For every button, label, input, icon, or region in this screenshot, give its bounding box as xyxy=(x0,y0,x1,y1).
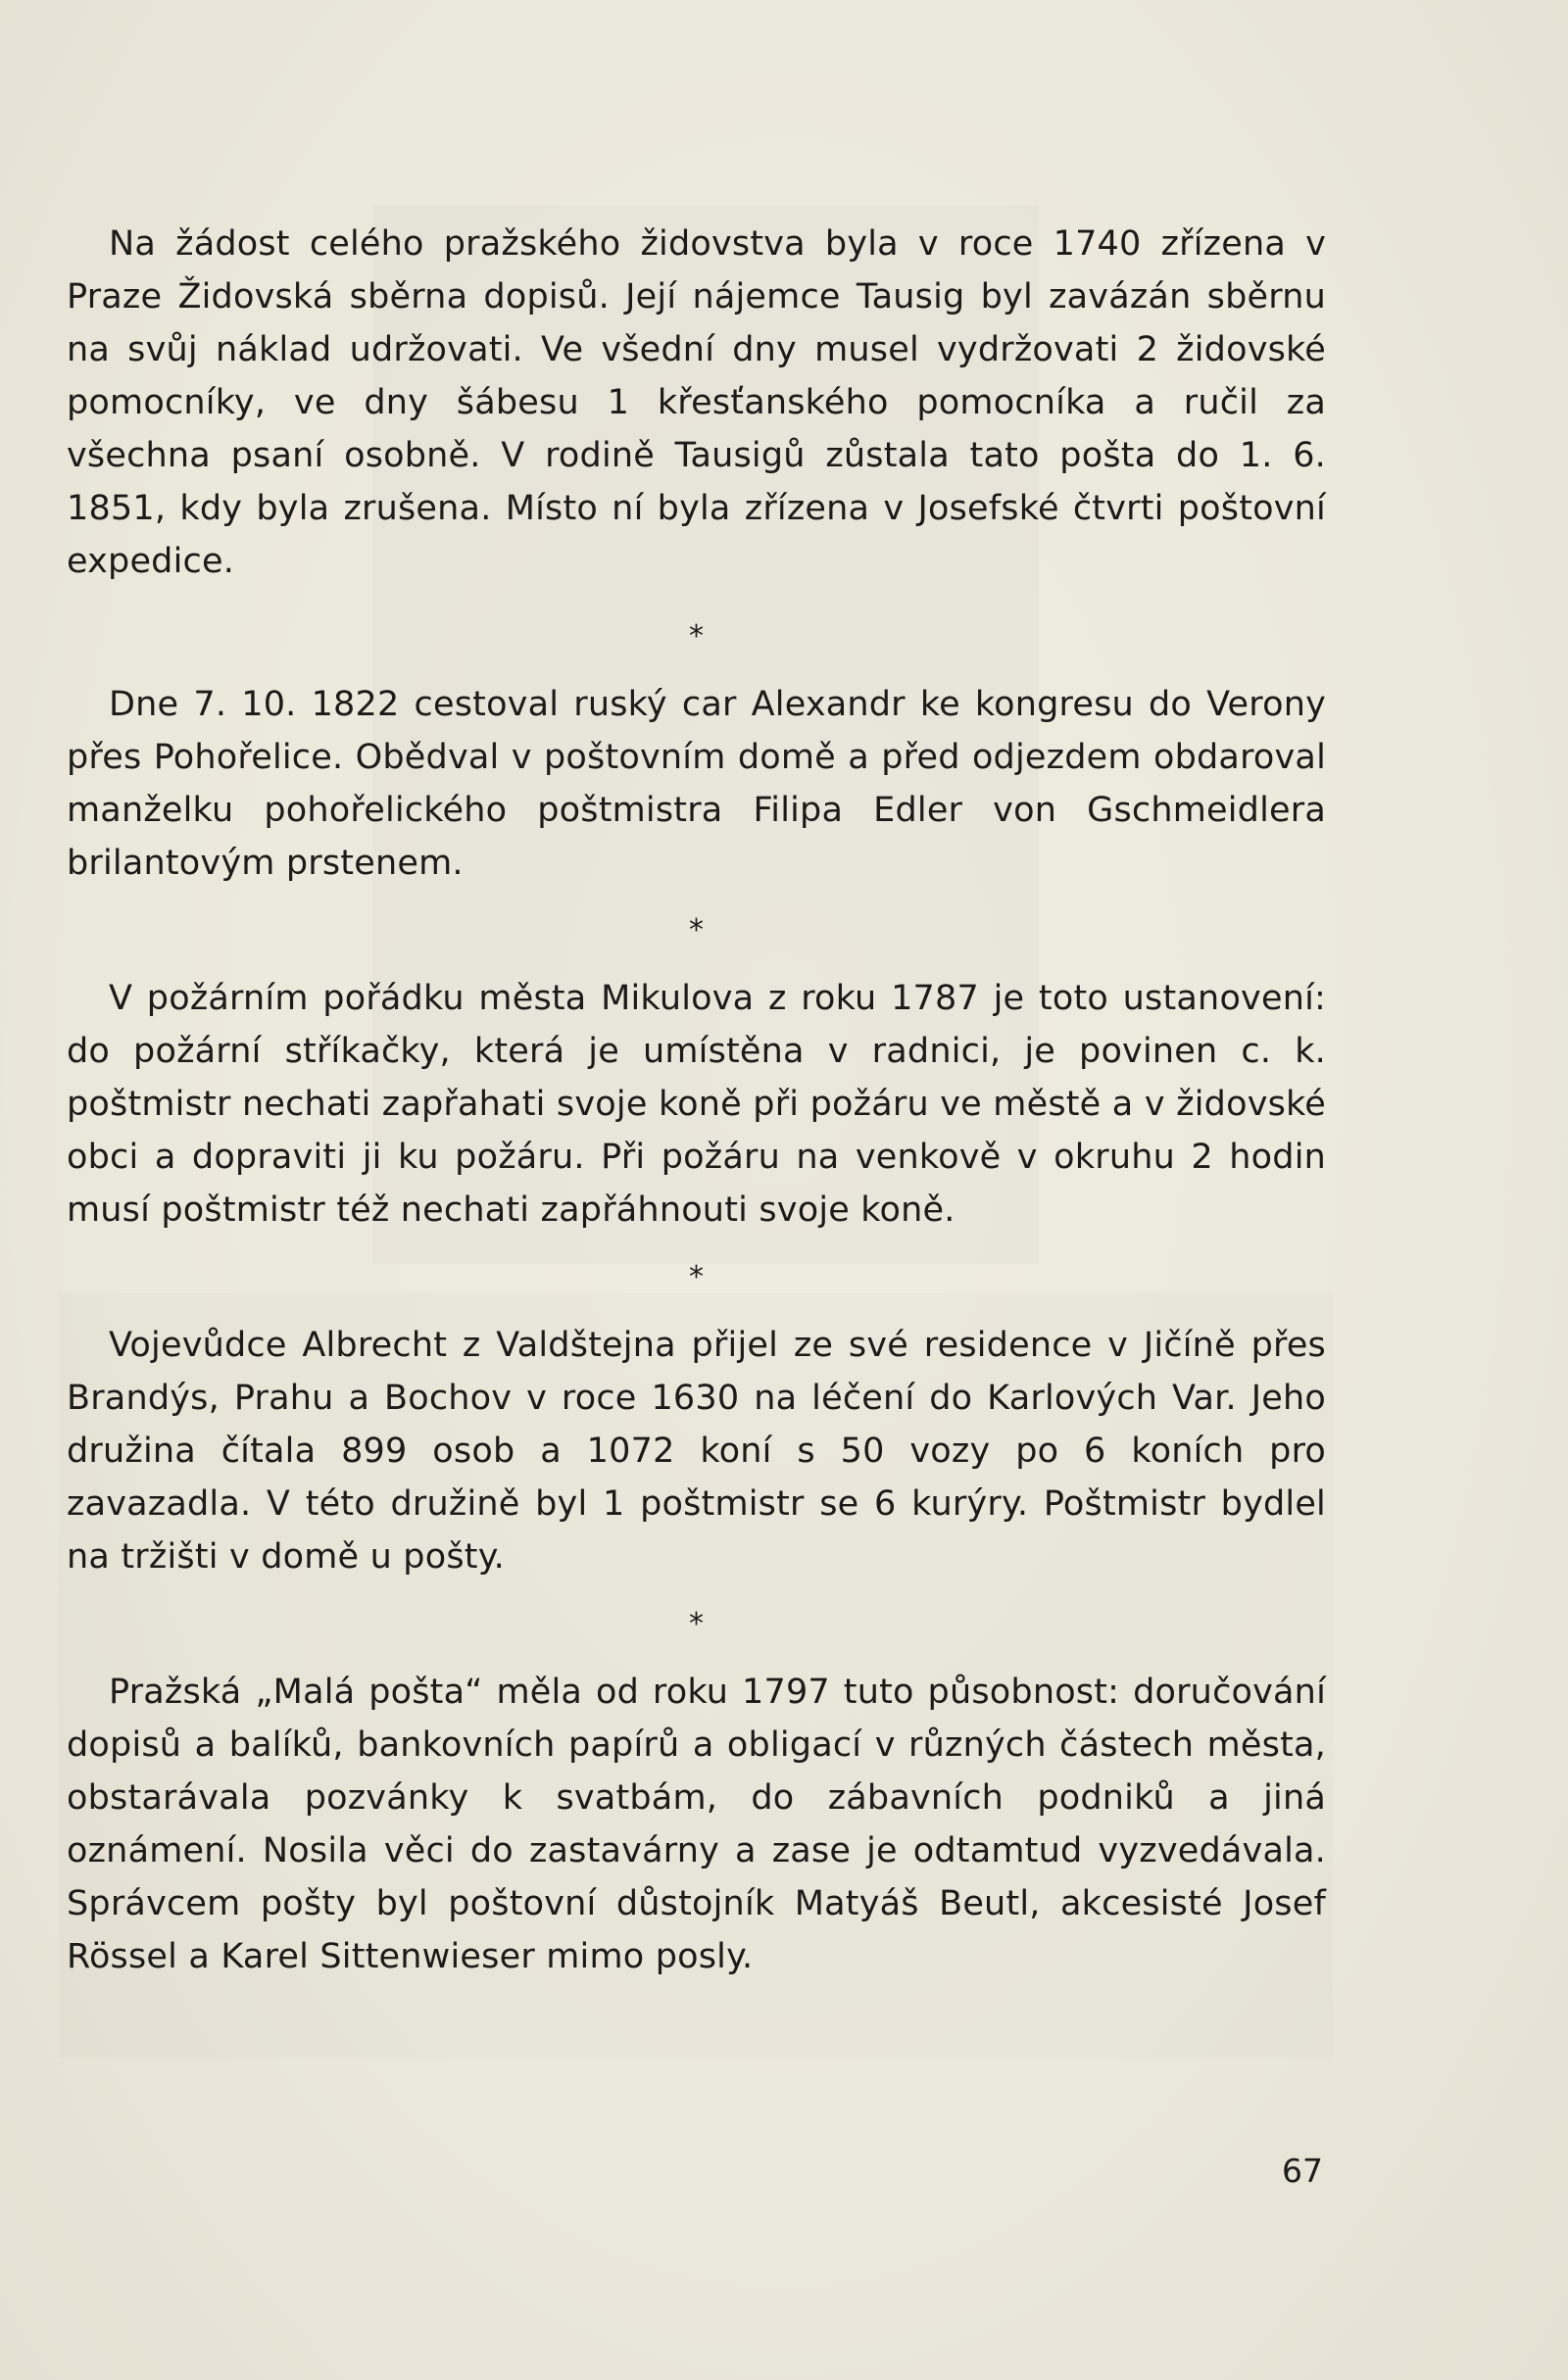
page-number: 67 xyxy=(1282,2152,1323,2190)
paragraph-2: Dne 7. 10. 1822 cestoval ruský car Alexandr ke kongresu do Verony přes Pohořelice. Obědval v poštovním domě a před odjezdem obdaroval manželku pohořelického poštmistra Filipa Edler von Gschmeidlera brilantovým prstenem. xyxy=(67,685,1326,883)
paragraph-5: Pražská „Malá pošta“ měla od roku 1797 tuto působnost: doručování dopisů a balíků, bankovních papírů a obligací v různých částech města, obstarávala pozvánky k svatbám, do zábavních podniků a jiná oznámení. Nosila věci do zastavárny a zase je odtamtud vyzvedávala. Správcem pošty byl poštovní důstojník Matyáš Beutl, akcesisté Josef Rössel a Karel Sittenwieser mimo posly. xyxy=(67,1673,1326,1976)
page-text xyxy=(67,218,1326,1983)
section-separator-4: * xyxy=(689,1607,704,1641)
paragraph-4: Vojevůdce Albrecht z Valdštejna přijel ze své residence v Jičíně přes Brandýs, Prahu a Bochov v roce 1630 na léčení do Karlových Var. Jeho družina čítala 899 osob a 1072 koní s 50 vozy po 6 koních pro zavazadla. V této družině byl 1 poštmistr se 6 kurýry. Poštmistr bydlel na tržišti v domě u pošty. xyxy=(67,1326,1326,1577)
section-separator-3: * xyxy=(689,1260,704,1294)
section-separator-1: * xyxy=(689,619,704,654)
section-separator-2: * xyxy=(689,913,704,947)
paragraph-3: V požárním pořádku města Mikulova z roku 1787 je toto ustanovení: do požární stříkačky, která je umístěna v radnici, je povinen c. k. poštmistr nechati zapřahati svoje koně při požáru ve městě a v židovské obci a dopraviti ji ku požáru. Při požáru na venkově v okruhu 2 hodin musí poštmistr též nechati zapřáhnouti svoje koně. xyxy=(67,979,1326,1230)
paragraph-1: Na žádost celého pražského židovstva byla v roce 1740 zřízena v Praze Židovská sběrna dopisů. Její nájemce Tausig byl zavázán sběrnu na svůj náklad udržovati. Ve všední dny musel vydržovati 2 židovské pomocníky, ve dny šábesu 1 křesťanského pomocníka a ručil za všechna psaní osobně. V rodině Tausigů zůstala tato pošta do 1. 6. 1851, kdy byla zrušena. Místo ní byla zřízena v Josefské čtvrti poštovní expedice. xyxy=(67,224,1326,581)
